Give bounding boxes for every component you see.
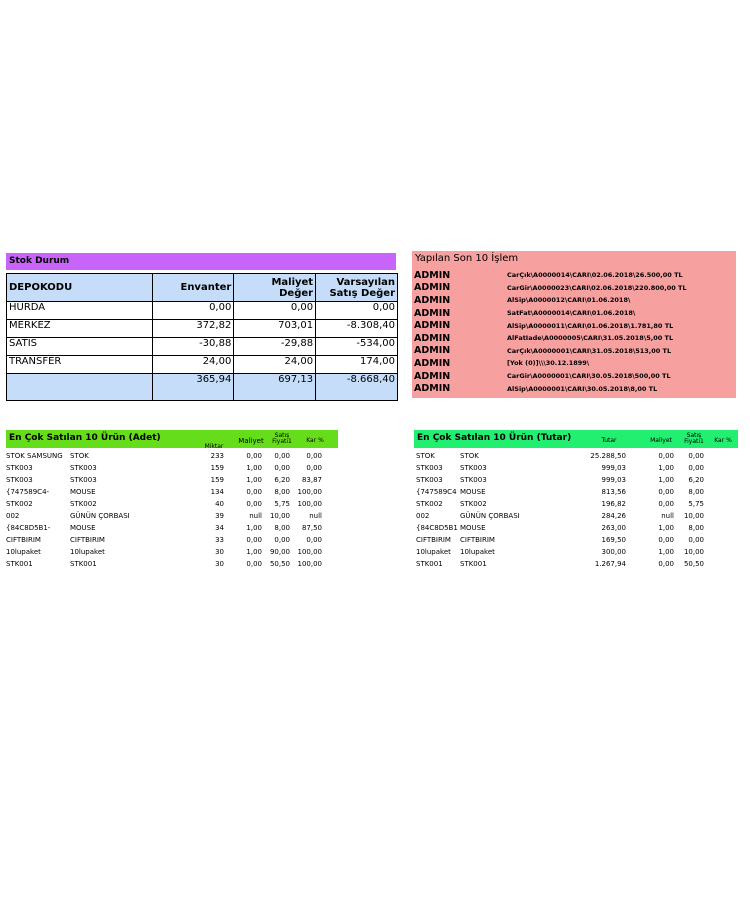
son-islemler-panel (412, 251, 736, 398)
kod-cell: {84C8D5B1- (6, 524, 51, 532)
miktar-cell: 40 (215, 500, 224, 508)
list-item (412, 319, 736, 332)
maliyet-cell: 0,00 (658, 452, 674, 460)
satis-cell: 90,00 (269, 548, 290, 556)
ad-cell: STK003 (70, 476, 97, 484)
kod-cell: STK003 (416, 464, 443, 472)
kod-cell: STK001 (416, 560, 443, 568)
table-row (414, 546, 738, 558)
col-tutar: Tutar (601, 437, 617, 444)
satis-cell: 10,00 (683, 548, 704, 556)
maliyet-cell: 0,00 (246, 488, 262, 496)
islem-text: CarGir\A0000001\CARI\30.05.2018\500,00 TL (507, 372, 671, 381)
ad-cell: CIFTBIRIM (460, 536, 495, 544)
islem-user: ADMIN (414, 332, 451, 344)
tutar-cell: 169,50 (601, 536, 626, 544)
kar-cell: 100,00 (297, 488, 322, 496)
table-row (414, 498, 738, 510)
satis-cell: 0,00 (274, 452, 290, 460)
table-row (7, 320, 398, 338)
miktar-cell: 159 (210, 464, 224, 472)
table-row (414, 450, 738, 462)
islem-user: ADMIN (414, 357, 451, 369)
col-maliyet: Maliyet (650, 437, 672, 444)
maliyet-cell: 0,00 (246, 500, 262, 508)
islem-text: CarÇık\A0000001\CARI\31.05.2018\513,00 TL (507, 346, 672, 355)
col-satis-fiyati: Satış Fiyatı1 (684, 432, 704, 445)
kod-cell: {747589C4 (416, 488, 457, 496)
envanter-cell: 372,82 (152, 320, 234, 338)
kar-cell: 87,50 (301, 524, 322, 532)
table-row (414, 534, 738, 546)
maliyet-cell: 0,00 (658, 488, 674, 496)
depo-cell: TRANSFER (7, 356, 153, 374)
satis-cell: 0,00 (688, 536, 704, 544)
islem-text: CarÇık\A0000014\CARI\02.06.2018\26.500,00 TL (507, 271, 683, 280)
kod-cell: STK002 (416, 500, 443, 508)
tutar-cell: 284,26 (601, 512, 626, 520)
kod-cell: STK003 (6, 476, 33, 484)
miktar-cell: 34 (215, 524, 224, 532)
islem-user: ADMIN (414, 294, 451, 306)
ad-cell: 10lupaket (460, 548, 495, 556)
tutar-cell: 999,03 (601, 464, 626, 472)
list-item (412, 294, 736, 307)
ad-cell: STOK (70, 452, 89, 460)
list-item (412, 345, 736, 358)
table-row (6, 462, 338, 474)
tutar-cell: 813,56 (601, 488, 626, 496)
total-label-cell (7, 374, 153, 401)
maliyet-cell: 1,00 (246, 548, 262, 556)
col-kar: Kar % (306, 437, 324, 444)
ad-cell: STK002 (70, 500, 97, 508)
maliyet-cell: 1,00 (246, 524, 262, 532)
islem-user: ADMIN (414, 269, 451, 281)
islem-user: ADMIN (414, 320, 451, 332)
envanter-cell: 0,00 (152, 302, 234, 320)
miktar-cell: 30 (215, 560, 224, 568)
islem-user: ADMIN (414, 383, 451, 395)
top10-tutar-panel (414, 430, 738, 570)
satis-cell: 8,00 (274, 524, 290, 532)
stok-header-row (7, 274, 398, 302)
maliyet-cell: 0,00 (234, 302, 316, 320)
maliyet-cell: 0,00 (658, 500, 674, 508)
satis-cell: 5,75 (688, 500, 704, 508)
miktar-cell: 33 (215, 536, 224, 544)
maliyet-cell: 1,00 (658, 476, 674, 484)
kod-cell: STK003 (416, 476, 443, 484)
islem-text: CarGir\A0000023\CARI\02.06.2018\220.800,00 TL (507, 283, 687, 292)
total-row (7, 374, 398, 401)
list-item (412, 282, 736, 295)
list-item (412, 269, 736, 282)
stok-durum-title: Stok Durum (6, 253, 396, 270)
depo-cell: MERKEZ (7, 320, 153, 338)
maliyet-cell: 0,00 (246, 536, 262, 544)
kod-cell: 002 (6, 512, 20, 520)
islem-text: [Yok (0)]\\\30.12.1899\ (507, 359, 590, 368)
ad-cell: MOUSE (460, 488, 486, 496)
col-miktar: Miktar (204, 443, 224, 450)
ad-cell: MOUSE (70, 524, 96, 532)
ad-cell: STK003 (460, 476, 487, 484)
tutar-cell: 263,00 (601, 524, 626, 532)
kod-cell: 10lupaket (416, 548, 451, 556)
ad-cell: STK001 (70, 560, 97, 568)
kod-cell: STK003 (6, 464, 33, 472)
envanter-cell: 24,00 (152, 356, 234, 374)
maliyet-cell: -29,88 (234, 338, 316, 356)
list-item (412, 370, 736, 383)
islem-text: AlFatIade\A0000005\CARI\31.05.2018\5,00 TL (507, 334, 674, 343)
kar-cell: 0,00 (306, 464, 322, 472)
ad-cell: STK003 (70, 464, 97, 472)
table-row (6, 510, 338, 522)
islem-text: AlSip\A0000011\CARI\01.06.2018\1.781,80 TL (507, 321, 674, 330)
table-row (6, 498, 338, 510)
islem-user: ADMIN (414, 282, 451, 294)
kod-cell: STK001 (6, 560, 33, 568)
col-satis-fiyati: Satış Fiyatı1 (272, 432, 292, 445)
kar-cell: 100,00 (297, 500, 322, 508)
col-varsayilan-satis-deger: Varsayılan Satış Değer (316, 274, 398, 302)
table-row (6, 450, 338, 462)
ad-cell: CIFTBIRIM (70, 536, 105, 544)
maliyet-cell: 1,00 (246, 464, 262, 472)
table-row (414, 522, 738, 534)
islem-user: ADMIN (414, 370, 451, 382)
tutar-cell: 999,03 (601, 476, 626, 484)
col-envanter: Envanter (152, 274, 234, 302)
ad-cell: STK001 (460, 560, 487, 568)
envanter-cell: -30,88 (152, 338, 234, 356)
satis-cell: 50,50 (683, 560, 704, 568)
table-row (414, 474, 738, 486)
satis-cell: 6,20 (688, 476, 704, 484)
satis-cell: 6,20 (274, 476, 290, 484)
ad-cell: 10lupaket (70, 548, 105, 556)
maliyet-cell: 24,00 (234, 356, 316, 374)
tutar-cell: 196,82 (601, 500, 626, 508)
maliyet-cell: 1,00 (658, 548, 674, 556)
kod-cell: CIFTBIRIM (416, 536, 451, 544)
miktar-cell: 159 (210, 476, 224, 484)
satis-cell: 10,00 (269, 512, 290, 520)
kod-cell: {84C8D5B1 (416, 524, 458, 532)
top10-tutar-title: En Çok Satılan 10 Ürün (Tutar) (414, 430, 738, 448)
ad-cell: GÜNÜN ÇORBASI (460, 512, 520, 520)
maliyet-cell: 1,00 (658, 524, 674, 532)
table-row (6, 474, 338, 486)
kod-cell: 10lupaket (6, 548, 41, 556)
maliyet-cell: 0,00 (658, 536, 674, 544)
col-depokodu: DEPOKODU (7, 274, 153, 302)
kar-cell: null (309, 512, 322, 520)
table-row (7, 302, 398, 320)
maliyet-cell: null (249, 512, 262, 520)
table-row (414, 462, 738, 474)
top10-adet-panel (6, 430, 338, 570)
satis-cell: 8,00 (688, 488, 704, 496)
islem-text: AlSip\A0000001\CARI\30.05.2018\8,00 TL (507, 384, 658, 393)
table-row (6, 522, 338, 534)
table-row (7, 356, 398, 374)
ad-cell: STOK (460, 452, 479, 460)
table-row (414, 486, 738, 498)
islem-user: ADMIN (414, 307, 451, 319)
table-row (414, 558, 738, 570)
depo-cell: SATIS (7, 338, 153, 356)
miktar-cell: 134 (210, 488, 224, 496)
son-islemler-title: Yapılan Son 10 İşlem (415, 253, 519, 264)
stok-durum-table (6, 273, 398, 401)
ad-cell: MOUSE (70, 488, 96, 496)
col-kar: Kar % (714, 437, 732, 444)
ad-cell: STK002 (460, 500, 487, 508)
satis-cell: 5,75 (274, 500, 290, 508)
table-row (6, 558, 338, 570)
miktar-cell: 233 (210, 452, 224, 460)
depo-cell: HURDA (7, 302, 153, 320)
col-maliyet: Maliyet (238, 437, 264, 445)
table-row (6, 534, 338, 546)
satis-cell: 0,00 (688, 452, 704, 460)
satis-cell: 8,00 (274, 488, 290, 496)
kod-cell: STOK SAMSUNG (6, 452, 63, 460)
maliyet-cell: 0,00 (246, 560, 262, 568)
kod-cell: 002 (416, 512, 430, 520)
tutar-cell: 1.267,94 (594, 560, 626, 568)
islem-text: SatFat\A0000014\CARI\01.06.2018\ (507, 309, 636, 318)
kar-cell: 0,00 (306, 536, 322, 544)
top10-adet-title: En Çok Satılan 10 Ürün (Adet) (6, 430, 338, 448)
table-row (414, 510, 738, 522)
kod-cell: STOK (416, 452, 435, 460)
list-item (412, 307, 736, 320)
satis-cell: 174,00 (316, 356, 398, 374)
maliyet-cell: 1,00 (246, 476, 262, 484)
ad-cell: GÜNÜN ÇORBASI (70, 512, 130, 520)
table-row (6, 546, 338, 558)
kar-cell: 100,00 (297, 548, 322, 556)
top10-adet-header (6, 430, 338, 448)
maliyet-cell: 0,00 (246, 452, 262, 460)
top10-tutar-header (414, 430, 738, 448)
list-item (412, 332, 736, 345)
islem-user: ADMIN (414, 345, 451, 357)
islem-text: AlSip\A0000012\CARI\01.06.2018\ (507, 296, 631, 305)
maliyet-cell: 1,00 (658, 464, 674, 472)
table-row (6, 486, 338, 498)
maliyet-cell: 0,00 (658, 560, 674, 568)
satis-cell: -534,00 (316, 338, 398, 356)
satis-cell: 0,00 (688, 464, 704, 472)
kar-cell: 100,00 (297, 560, 322, 568)
tutar-cell: 300,00 (601, 548, 626, 556)
satis-cell: 10,00 (683, 512, 704, 520)
list-item (412, 382, 736, 395)
kod-cell: STK002 (6, 500, 33, 508)
miktar-cell: 30 (215, 548, 224, 556)
satis-cell: 8,00 (688, 524, 704, 532)
kar-cell: 0,00 (306, 452, 322, 460)
total-maliyet: 697,13 (234, 374, 316, 401)
ad-cell: STK003 (460, 464, 487, 472)
satis-cell: 0,00 (316, 302, 398, 320)
list-item (412, 357, 736, 370)
satis-cell: 0,00 (274, 536, 290, 544)
satis-cell: -8.308,40 (316, 320, 398, 338)
maliyet-cell: null (661, 512, 674, 520)
maliyet-cell: 703,01 (234, 320, 316, 338)
col-maliyet-deger: Maliyet Değer (234, 274, 316, 302)
kod-cell: CIFTBIRIM (6, 536, 41, 544)
satis-cell: 0,00 (274, 464, 290, 472)
total-envanter: 365,94 (152, 374, 234, 401)
kod-cell: {747589C4- (6, 488, 50, 496)
satis-cell: 50,50 (269, 560, 290, 568)
tutar-cell: 25.288,50 (590, 452, 626, 460)
miktar-cell: 39 (215, 512, 224, 520)
table-row (7, 338, 398, 356)
kar-cell: 83,87 (301, 476, 322, 484)
total-satis: -8.668,40 (316, 374, 398, 401)
ad-cell: MOUSE (460, 524, 486, 532)
